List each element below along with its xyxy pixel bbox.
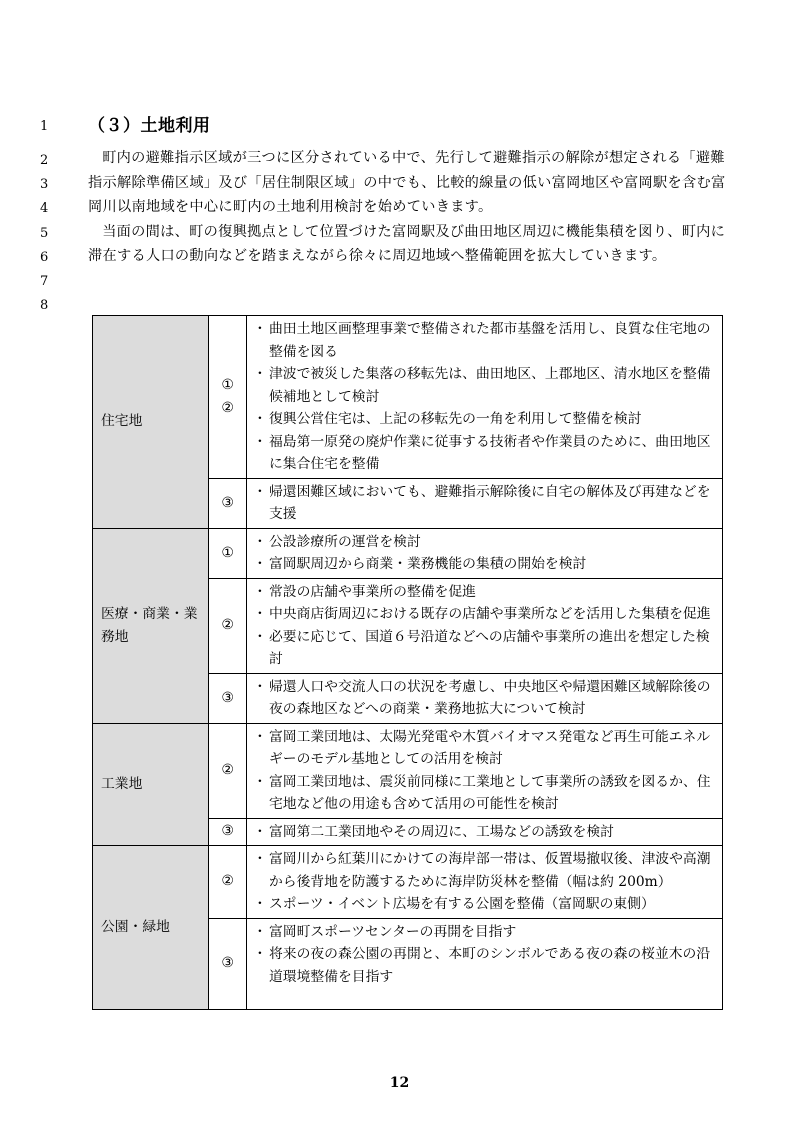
page-number: 12	[389, 1075, 410, 1091]
table-row	[93, 846, 723, 919]
list-item: ・ 公設診療所の運営を検討	[253, 531, 718, 554]
list-item: ・ 富岡町スポーツセンターの再開を目指す	[253, 921, 718, 944]
line-number: 8	[40, 298, 49, 313]
table-row	[93, 528, 723, 578]
table-row	[93, 316, 723, 479]
list-item: ・ 富岡第二工業団地やその周辺に、工場などの誘致を検討	[253, 821, 718, 844]
items-cell	[247, 528, 723, 578]
list-item: ・ 中央商店街周辺における既存の店舗や事業所などを活用した集積を促進	[253, 603, 718, 626]
category-cell: 住宅地	[93, 316, 209, 529]
land-use-table	[92, 315, 723, 1010]
phase-cell: ③	[209, 918, 247, 1009]
line-number: 4	[40, 201, 49, 216]
list-item: ・ 常設の店舗や事業所の整備を促進	[253, 581, 718, 604]
list-item: ・ 帰還困難区域においても、避難指示解除後に自宅の解体及び再建などを支援	[253, 481, 718, 526]
table-row	[93, 723, 723, 818]
paragraph: 町内の避難指示区域が三つに区分されている中で、先行して避難指示の解除が想定される「避難指示解除準備区域」及び「居住制限区域」の中でも、比較的線量の低い富岡地区や富岡駅を含む富岡川以南地域を中心に町内の土地利用検討を始めていきます。	[88, 150, 726, 215]
phase-cell: ①	[209, 528, 247, 578]
items-cell	[247, 673, 723, 723]
list-item: ・ 富岡工業団地は、太陽光発電や木質バイオマス発電など再生可能エネルギーのモデル基地としての活用を検討	[253, 726, 718, 771]
list-item: ・ 曲田土地区画整理事業で整備された都市基盤を活用し、良質な住宅地の整備を図る	[253, 318, 718, 363]
list-item: ・ 富岡工業団地は、震災前同様に工業地として事業所の誘致を図るか、住宅地など他の用途も含めて活用の可能性を検討	[253, 771, 718, 816]
list-item: ・ 富岡駅周辺から商業・業務機能の集積の開始を検討	[253, 553, 718, 576]
line-number: 7	[40, 274, 49, 289]
items-cell	[247, 918, 723, 1009]
line-number: 2	[40, 153, 49, 168]
items-cell	[247, 578, 723, 673]
phase-cell: ③	[209, 673, 247, 723]
items-cell	[247, 846, 723, 919]
list-item: ・ 福島第一原発の廃炉作業に従事する技術者や作業員のために、曲田地区に集合住宅を整備	[253, 431, 718, 476]
items-cell	[247, 478, 723, 528]
list-item: ・ 富岡川から紅葉川にかけての海岸部一帯は、仮置場撤収後、津波や高潮から後背地を防護するために海岸防災林を整備（幅は約 200m）	[253, 848, 718, 893]
phase-cell: ① ②	[209, 316, 247, 479]
phase-cell: ③	[209, 818, 247, 846]
list-item: ・ 必要に応じて、国道６号沿道などへの店舗や事業所の進出を想定した検討	[253, 626, 718, 671]
items-cell	[247, 316, 723, 479]
category-cell: 公園・緑地	[93, 846, 209, 1010]
paragraph: 当面の間は、町の復興拠点として位置づけた富岡駅及び曲田地区周辺に機能集積を図り、町内に滞在する人口の動向などを踏まえながら徐々に周辺地域へ整備範囲を拡大していきます。	[88, 223, 726, 264]
line-number: 6	[40, 250, 49, 265]
line-number: 3	[40, 177, 49, 192]
line-number: 1	[40, 119, 49, 134]
body-text	[88, 146, 728, 269]
section-heading: （３）土地利用	[88, 116, 211, 136]
list-item: ・ 将来の夜の森公園の再開と、本町のシンボルである夜の森の桜並木の沿道環境整備を目指す	[253, 943, 718, 988]
phase-cell: ③	[209, 478, 247, 528]
phase-cell: ②	[209, 578, 247, 673]
list-item: ・ スポーツ・イベント広場を有する公園を整備（富岡駅の東側）	[253, 893, 718, 916]
list-item: ・ 復興公営住宅は、上記の移転先の一角を利用して整備を検討	[253, 408, 718, 431]
category-cell: 医療・商業・業務地	[93, 528, 209, 723]
items-cell	[247, 818, 723, 846]
list-item: ・ 帰還人口や交流人口の状況を考慮し、中央地区や帰還困難区域解除後の夜の森地区などへの商業・業務地拡大について検討	[253, 676, 718, 721]
items-cell	[247, 723, 723, 818]
line-number: 5	[40, 226, 49, 241]
phase-cell: ②	[209, 723, 247, 818]
category-cell: 工業地	[93, 723, 209, 846]
list-item: ・ 津波で被災した集落の移転先は、曲田地区、上郡地区、清水地区を整備候補地として検討	[253, 363, 718, 408]
phase-cell: ②	[209, 846, 247, 919]
